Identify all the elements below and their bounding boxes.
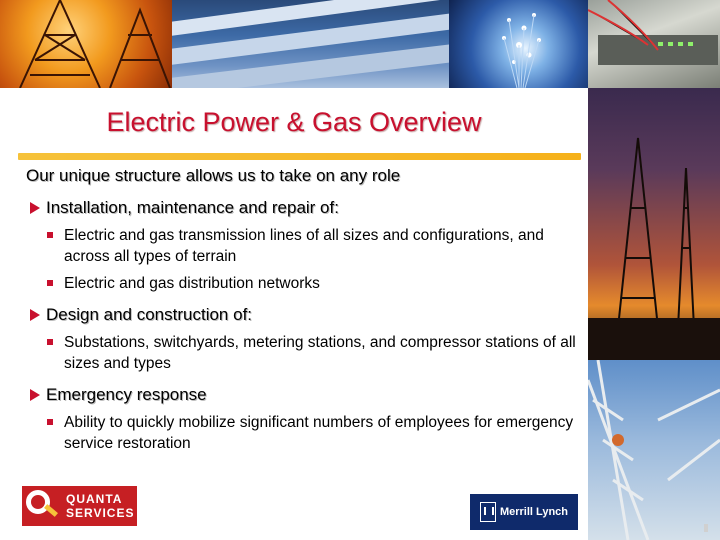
quanta-logo-text [66, 492, 134, 520]
red-square-bullet-icon [47, 339, 53, 345]
list-item-text: Ability to quickly mobilize significant numbers of employees for emergency service restoration [64, 414, 574, 452]
slide-content [26, 165, 582, 464]
section-design [26, 304, 582, 374]
section-heading-text: Installation, maintenance and repair of: [46, 198, 339, 217]
fiber-optics-photo [449, 0, 588, 88]
section-heading-text: Emergency response [46, 385, 207, 404]
quanta-logo-line2: SERVICES [66, 506, 135, 520]
merrill-lynch-bull-icon [480, 502, 496, 522]
network-equipment-photo [588, 0, 720, 88]
list-item-text: Electric and gas distribution networks [64, 275, 320, 292]
title-underline-rule [18, 153, 581, 160]
list-item-text: Substations, switchyards, metering stations, and compressor stations of all sizes and types [64, 334, 576, 372]
list-item [64, 412, 582, 454]
quanta-q-logo-icon [24, 488, 60, 524]
pipelines-photo [172, 0, 449, 88]
section-heading-text: Design and construction of: [46, 305, 253, 324]
red-triangle-bullet-icon [30, 202, 40, 214]
red-square-bullet-icon [47, 419, 53, 425]
power-tower-photo [0, 0, 172, 88]
section-emergency [26, 384, 582, 454]
intro-text: Our unique structure allows us to take on any role [26, 166, 401, 185]
bullet-list [26, 225, 582, 294]
lineworker-on-tower-photo [588, 360, 720, 540]
red-square-bullet-icon [47, 232, 53, 238]
list-item [64, 225, 582, 267]
quanta-services-logo [22, 486, 137, 526]
red-square-bullet-icon [47, 280, 53, 286]
radio-tower-sunset-photo [588, 88, 720, 360]
bullet-list [26, 332, 582, 374]
slide-title: Electric Power & Gas Overview [106, 107, 482, 137]
page-marker [704, 524, 708, 532]
merrill-lynch-logo-text: Merrill Lynch [499, 506, 569, 518]
quanta-logo-line1: QUANTA [66, 492, 123, 506]
section-heading [26, 304, 582, 326]
red-triangle-bullet-icon [30, 389, 40, 401]
section-heading [26, 384, 582, 406]
list-item-text: Electric and gas transmission lines of all sizes and configurations, and across all types of terrain [64, 227, 544, 265]
section-heading [26, 197, 582, 219]
red-triangle-bullet-icon [30, 309, 40, 321]
section-installation [26, 197, 582, 294]
list-item [64, 332, 582, 374]
header-photo-strip [0, 0, 720, 88]
list-item [64, 273, 582, 294]
merrill-lynch-logo [470, 494, 578, 530]
bullet-list [26, 412, 582, 454]
